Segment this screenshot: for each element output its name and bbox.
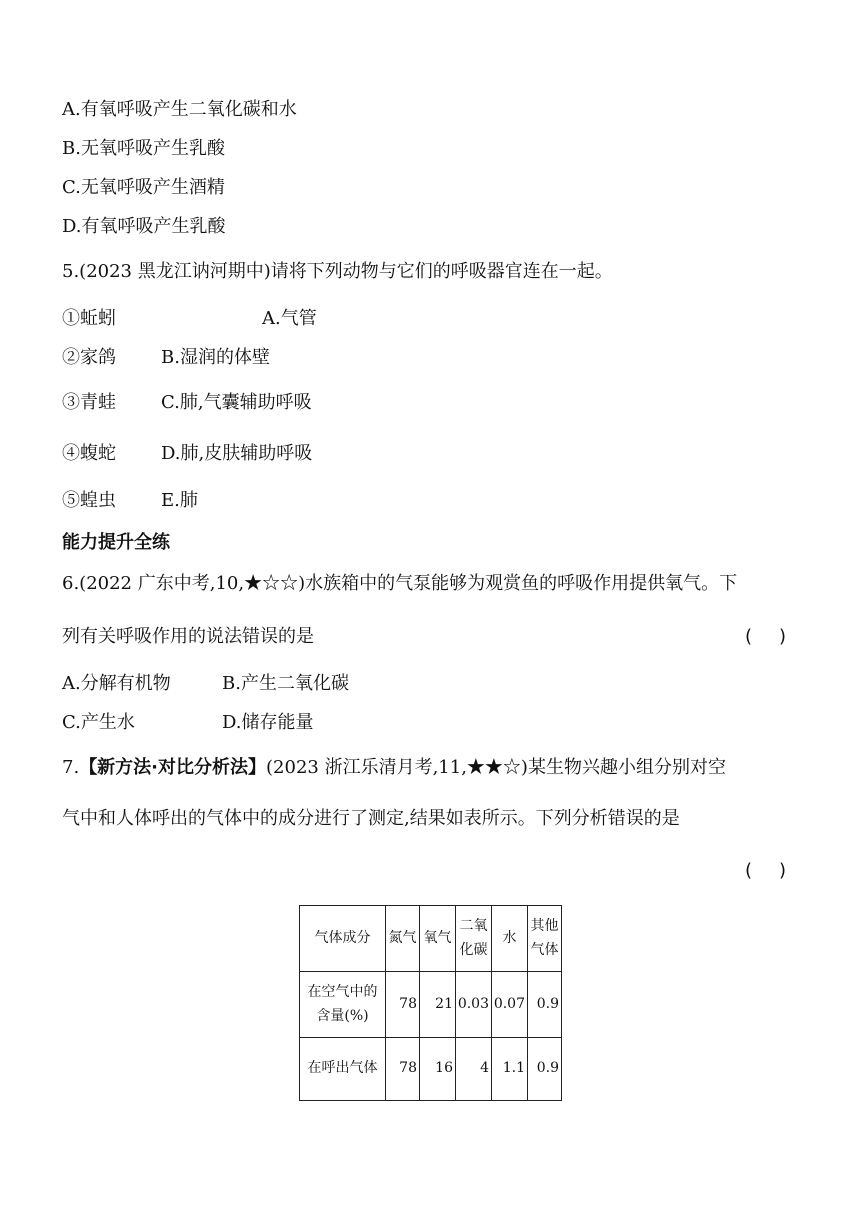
q4-option-b: B.无氧呼吸产生乳酸 [62,138,225,159]
q5-organ-c: C.肺,气囊辅助呼吸 [161,392,312,413]
table-header-row [300,906,562,972]
q5-animal-3: ③青蛙 [62,392,116,413]
q5-stem: 5.(2023 黑龙江讷河期中)请将下列动物与它们的呼吸器官连在一起。 [62,261,613,282]
table-cell: 0.9 [528,1038,562,1101]
q5-organ-e: E.肺 [161,490,198,511]
q6-stem-line1: 6.(2022 广东中考,10,★☆☆)水族箱中的气泵能够为观赏鱼的呼吸作用提供氧气。下 [62,573,738,594]
row-label-air: 在空气中的 含量(%) [300,972,386,1038]
q7-number: 7. [62,757,80,778]
q5-animal-1: ①蚯蚓 [62,308,116,329]
table-cell: 1.1 [492,1038,528,1101]
q6-paren-open: ( [745,626,753,647]
table-row [300,1038,562,1101]
header-cell-oxygen: 氧气 [420,906,456,972]
q5-animal-4: ④蝮蛇 [62,443,116,464]
q7-paren-open: ( [745,860,753,881]
q7-stem-line1 [62,757,726,779]
table-cell: 4 [456,1038,492,1101]
q6-paren-close: ) [779,626,787,647]
header-cell-co2: 二氧 化碳 [456,906,492,972]
q6-answer-bracket [745,626,786,647]
header-cell-water: 水 [492,906,528,972]
q6-option-b: B.产生二氧化碳 [222,673,349,694]
q4-option-c: C.无氧呼吸产生酒精 [62,177,225,198]
table-cell: 0.07 [492,972,528,1038]
table-cell: 0.9 [528,972,562,1038]
section-title: 能力提升全练 [62,532,170,553]
q7-tag: 【新方法·对比分析法】 [79,757,267,778]
gas-composition-table [299,905,562,1101]
q7-answer-bracket [745,860,786,881]
table-row [300,972,562,1038]
q7-stem-line2: 气中和人体呼出的气体中的成分进行了测定,结果如表所示。下列分析错误的是 [62,808,680,829]
header-cell-other: 其他 气体 [528,906,562,972]
q6-stem-line2: 列有关呼吸作用的说法错误的是 [62,626,314,647]
table-cell: 78 [386,1038,420,1101]
q6-option-c: C.产生水 [62,712,135,733]
header-cell-nitrogen: 氮气 [386,906,420,972]
q5-animal-2: ②家鸽 [62,347,116,368]
q4-option-d: D.有氧呼吸产生乳酸 [62,216,226,237]
q5-organ-d: D.肺,皮肤辅助呼吸 [161,443,313,464]
q7-stem-rest: (2023 浙江乐清月考,11,★★☆)某生物兴趣小组分别对空 [266,757,726,778]
q6-option-d: D.储存能量 [222,712,314,733]
q5-organ-a: A.气管 [262,308,317,329]
table-cell: 0.03 [456,972,492,1038]
q6-option-a: A.分解有机物 [62,673,171,694]
q7-paren-close: ) [779,860,787,881]
table-cell: 21 [420,972,456,1038]
row-label-exhaled: 在呼出气体 [300,1038,386,1101]
q5-animal-5: ⑤蝗虫 [62,490,116,511]
q5-organ-b: B.湿润的体壁 [161,347,270,368]
header-cell-component: 气体成分 [300,906,386,972]
table-cell: 16 [420,1038,456,1101]
q4-option-a: A.有氧呼吸产生二氧化碳和水 [62,99,297,120]
table-cell: 78 [386,972,420,1038]
